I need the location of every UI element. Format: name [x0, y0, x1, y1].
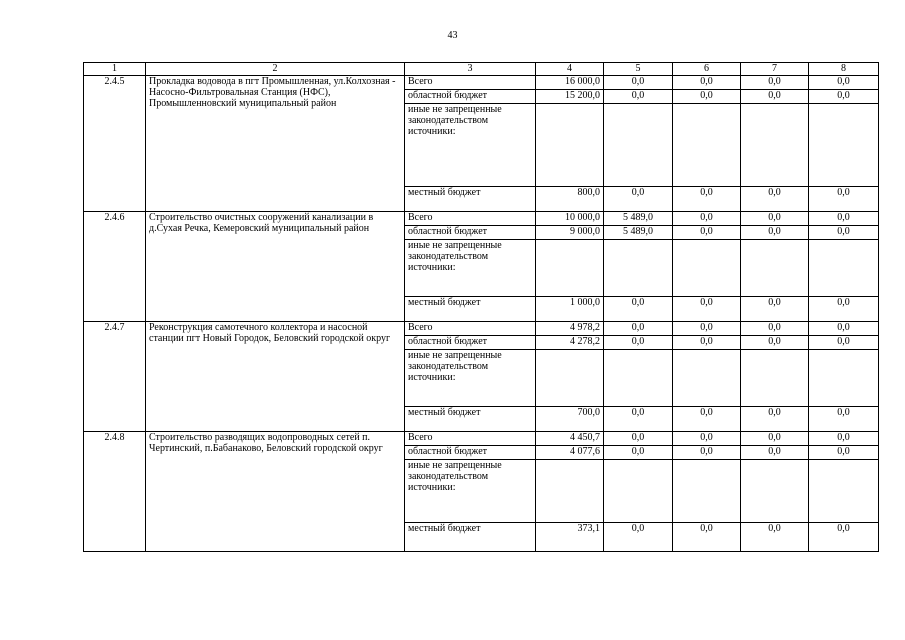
- header-row: [84, 63, 879, 76]
- item-name: Строительство разводящих водопроводных сетей п. Чертинский, п.Бабанаково, Беловский городской округ: [146, 432, 405, 552]
- funding-source-label: местный бюджет: [405, 187, 536, 212]
- value-cell: 4 978,2: [536, 322, 604, 336]
- item-name: Реконструкция самотечного коллектора и насосной станции пгт Новый Городок, Беловский городской округ: [146, 322, 405, 432]
- value-cell: [809, 104, 879, 187]
- column-header: 4: [536, 63, 604, 76]
- value-cell: 0,0: [741, 523, 809, 552]
- column-header: 3: [405, 63, 536, 76]
- value-cell: [604, 350, 673, 407]
- value-cell: 5 489,0: [604, 212, 673, 226]
- value-cell: 0,0: [673, 336, 741, 350]
- value-cell: [536, 240, 604, 297]
- value-cell: 10 000,0: [536, 212, 604, 226]
- value-cell: 0,0: [673, 76, 741, 90]
- value-cell: 16 000,0: [536, 76, 604, 90]
- value-cell: 0,0: [741, 407, 809, 432]
- table-row: [84, 432, 879, 446]
- column-header: 1: [84, 63, 146, 76]
- page-number: 43: [447, 30, 458, 41]
- column-header: 7: [741, 63, 809, 76]
- value-cell: 0,0: [741, 336, 809, 350]
- funding-source-label: иные не запрещенные законодательством источники:: [405, 350, 536, 407]
- budget-table: [83, 62, 879, 552]
- table-row: [84, 76, 879, 90]
- funding-source-label: иные не запрещенные законодательством источники:: [405, 460, 536, 523]
- value-cell: 0,0: [741, 76, 809, 90]
- value-cell: 0,0: [809, 90, 879, 104]
- value-cell: 0,0: [673, 187, 741, 212]
- value-cell: 0,0: [604, 336, 673, 350]
- funding-source-label: Всего: [405, 76, 536, 90]
- table-row: [84, 322, 879, 336]
- value-cell: 0,0: [809, 523, 879, 552]
- funding-source-label: Всего: [405, 432, 536, 446]
- item-number: 2.4.5: [84, 76, 146, 212]
- value-cell: [604, 240, 673, 297]
- value-cell: [741, 460, 809, 523]
- value-cell: 373,1: [536, 523, 604, 552]
- value-cell: 0,0: [604, 446, 673, 460]
- value-cell: [536, 350, 604, 407]
- value-cell: 700,0: [536, 407, 604, 432]
- funding-source-label: областной бюджет: [405, 446, 536, 460]
- funding-source-label: местный бюджет: [405, 407, 536, 432]
- value-cell: 0,0: [604, 432, 673, 446]
- value-cell: 0,0: [809, 407, 879, 432]
- value-cell: 0,0: [809, 226, 879, 240]
- value-cell: [673, 240, 741, 297]
- funding-source-label: местный бюджет: [405, 523, 536, 552]
- value-cell: 0,0: [604, 322, 673, 336]
- value-cell: 0,0: [604, 297, 673, 322]
- value-cell: 0,0: [604, 407, 673, 432]
- value-cell: 0,0: [673, 226, 741, 240]
- value-cell: 0,0: [741, 297, 809, 322]
- value-cell: [741, 104, 809, 187]
- value-cell: 15 200,0: [536, 90, 604, 104]
- value-cell: [741, 350, 809, 407]
- value-cell: [604, 104, 673, 187]
- value-cell: 0,0: [741, 187, 809, 212]
- table-row: [84, 212, 879, 226]
- funding-source-label: областной бюджет: [405, 336, 536, 350]
- funding-source-label: Всего: [405, 212, 536, 226]
- value-cell: 0,0: [741, 432, 809, 446]
- value-cell: 0,0: [604, 187, 673, 212]
- item-name: Прокладка водовода в пгт Промышленная, ул.Колхозная - Насосно-Фильтровальная Станция (НФС), Промышленновский муниципальный район: [146, 76, 405, 212]
- value-cell: 0,0: [741, 322, 809, 336]
- value-cell: [809, 350, 879, 407]
- funding-source-label: областной бюджет: [405, 90, 536, 104]
- value-cell: 0,0: [673, 322, 741, 336]
- value-cell: 0,0: [809, 446, 879, 460]
- value-cell: 0,0: [809, 322, 879, 336]
- funding-source-label: местный бюджет: [405, 297, 536, 322]
- column-header: 6: [673, 63, 741, 76]
- column-header: 2: [146, 63, 405, 76]
- funding-source-label: иные не запрещенные законодательством источники:: [405, 104, 536, 187]
- value-cell: 0,0: [604, 90, 673, 104]
- column-header: 5: [604, 63, 673, 76]
- value-cell: 0,0: [604, 76, 673, 90]
- funding-source-label: иные не запрещенные законодательством источники:: [405, 240, 536, 297]
- value-cell: 0,0: [741, 446, 809, 460]
- value-cell: 0,0: [673, 432, 741, 446]
- value-cell: 4 077,6: [536, 446, 604, 460]
- value-cell: 0,0: [741, 212, 809, 226]
- value-cell: 0,0: [604, 523, 673, 552]
- value-cell: 0,0: [673, 212, 741, 226]
- value-cell: 0,0: [809, 336, 879, 350]
- value-cell: 0,0: [809, 187, 879, 212]
- value-cell: 0,0: [809, 212, 879, 226]
- value-cell: 0,0: [809, 432, 879, 446]
- value-cell: 5 489,0: [604, 226, 673, 240]
- value-cell: 0,0: [673, 297, 741, 322]
- value-cell: 4 450,7: [536, 432, 604, 446]
- value-cell: 0,0: [809, 297, 879, 322]
- value-cell: 9 000,0: [536, 226, 604, 240]
- funding-source-label: областной бюджет: [405, 226, 536, 240]
- value-cell: [536, 460, 604, 523]
- value-cell: 0,0: [673, 90, 741, 104]
- item-name: Строительство очистных сооружений канализации в д.Сухая Речка, Кемеровский муниципальный район: [146, 212, 405, 322]
- value-cell: [536, 104, 604, 187]
- value-cell: [673, 350, 741, 407]
- value-cell: 0,0: [741, 226, 809, 240]
- value-cell: [809, 240, 879, 297]
- value-cell: 0,0: [673, 446, 741, 460]
- value-cell: 0,0: [673, 523, 741, 552]
- item-number: 2.4.8: [84, 432, 146, 552]
- item-number: 2.4.7: [84, 322, 146, 432]
- value-cell: 4 278,2: [536, 336, 604, 350]
- value-cell: [604, 460, 673, 523]
- value-cell: 800,0: [536, 187, 604, 212]
- column-header: 8: [809, 63, 879, 76]
- value-cell: 0,0: [809, 76, 879, 90]
- value-cell: [673, 104, 741, 187]
- value-cell: [673, 460, 741, 523]
- value-cell: [809, 460, 879, 523]
- item-number: 2.4.6: [84, 212, 146, 322]
- value-cell: 0,0: [673, 407, 741, 432]
- value-cell: 0,0: [741, 90, 809, 104]
- funding-source-label: Всего: [405, 322, 536, 336]
- value-cell: [741, 240, 809, 297]
- value-cell: 1 000,0: [536, 297, 604, 322]
